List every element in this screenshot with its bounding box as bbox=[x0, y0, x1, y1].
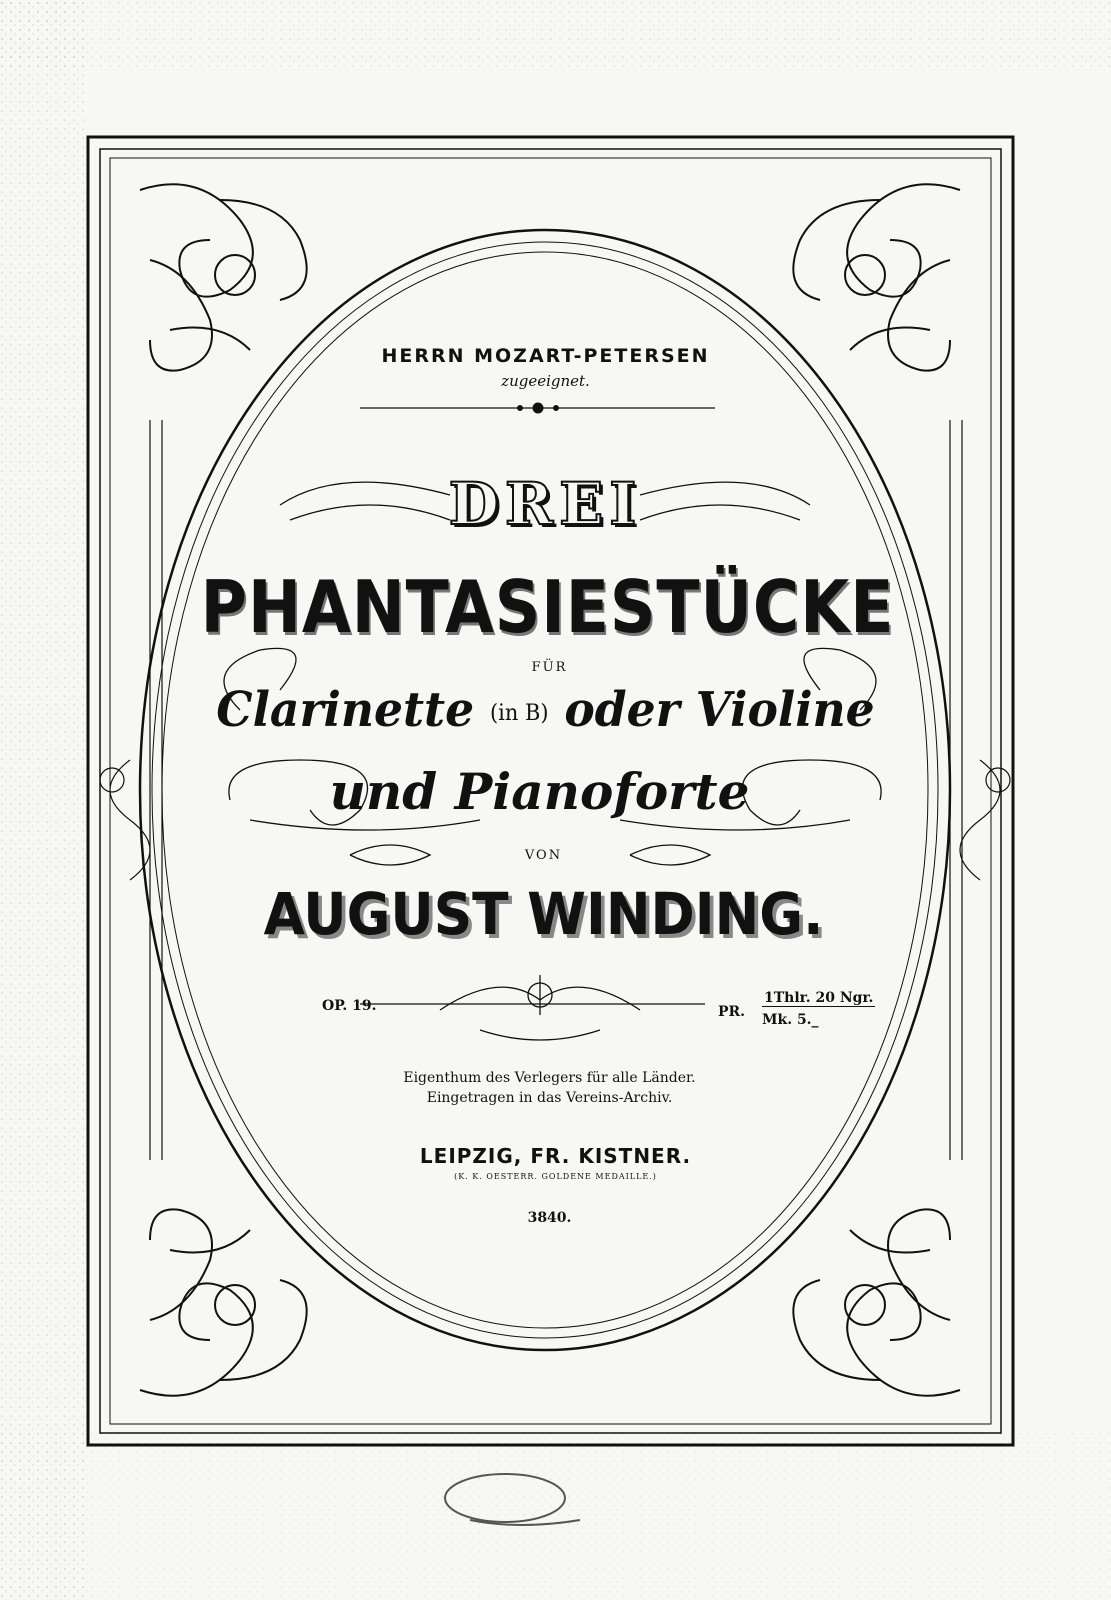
scan-noise-top bbox=[0, 0, 1111, 70]
title-fur: FÜR bbox=[531, 660, 568, 675]
corner-ornament-top-right bbox=[793, 184, 960, 370]
opus-number: OP. 19. bbox=[322, 998, 377, 1014]
dedication-line: HERRN MOZART-PETERSEN bbox=[381, 345, 710, 367]
publisher-name: LEIPZIG, FR. KISTNER. bbox=[419, 1144, 692, 1168]
dedication-subline: zugeeignet. bbox=[501, 372, 590, 390]
composer-name: AUGUST WINDING. bbox=[263, 880, 824, 948]
price-mark: Mk. 5._ bbox=[762, 1012, 819, 1028]
scan-noise-bottom bbox=[0, 1430, 1111, 1600]
corner-ornament-bottom-right bbox=[793, 1209, 960, 1395]
rights-notice-2: Eingetragen in das Vereins-Archiv. bbox=[426, 1090, 673, 1106]
corner-ornament-top-left bbox=[140, 184, 307, 370]
instrumentation-line-1 bbox=[18, 682, 1073, 738]
corner-ornament-bottom-left bbox=[140, 1209, 307, 1395]
instrument-violin: oder Violine bbox=[564, 682, 875, 738]
price-label: PR. bbox=[718, 1004, 746, 1020]
plate-number: 3840. bbox=[527, 1210, 572, 1226]
instrument-key: (in B) bbox=[490, 701, 549, 726]
rights-notice-1: Eigenthum des Verlegers für alle Länder. bbox=[403, 1070, 696, 1086]
title-von: VON bbox=[524, 848, 563, 863]
main-title: PHANTASIESTÜCKE bbox=[200, 565, 895, 649]
publisher-medal: (K. K. OESTERR. GOLDENE MEDAILLE.) bbox=[454, 1172, 657, 1181]
instrument-clarinet: Clarinette bbox=[216, 682, 475, 738]
opus-divider bbox=[360, 975, 705, 1040]
dedication-divider bbox=[360, 403, 715, 413]
instrumentation-line-2: und Pianoforte bbox=[329, 762, 750, 821]
title-number-word: DREI bbox=[448, 470, 643, 538]
price-thaler: 1Thlr. 20 Ngr. bbox=[764, 990, 874, 1006]
